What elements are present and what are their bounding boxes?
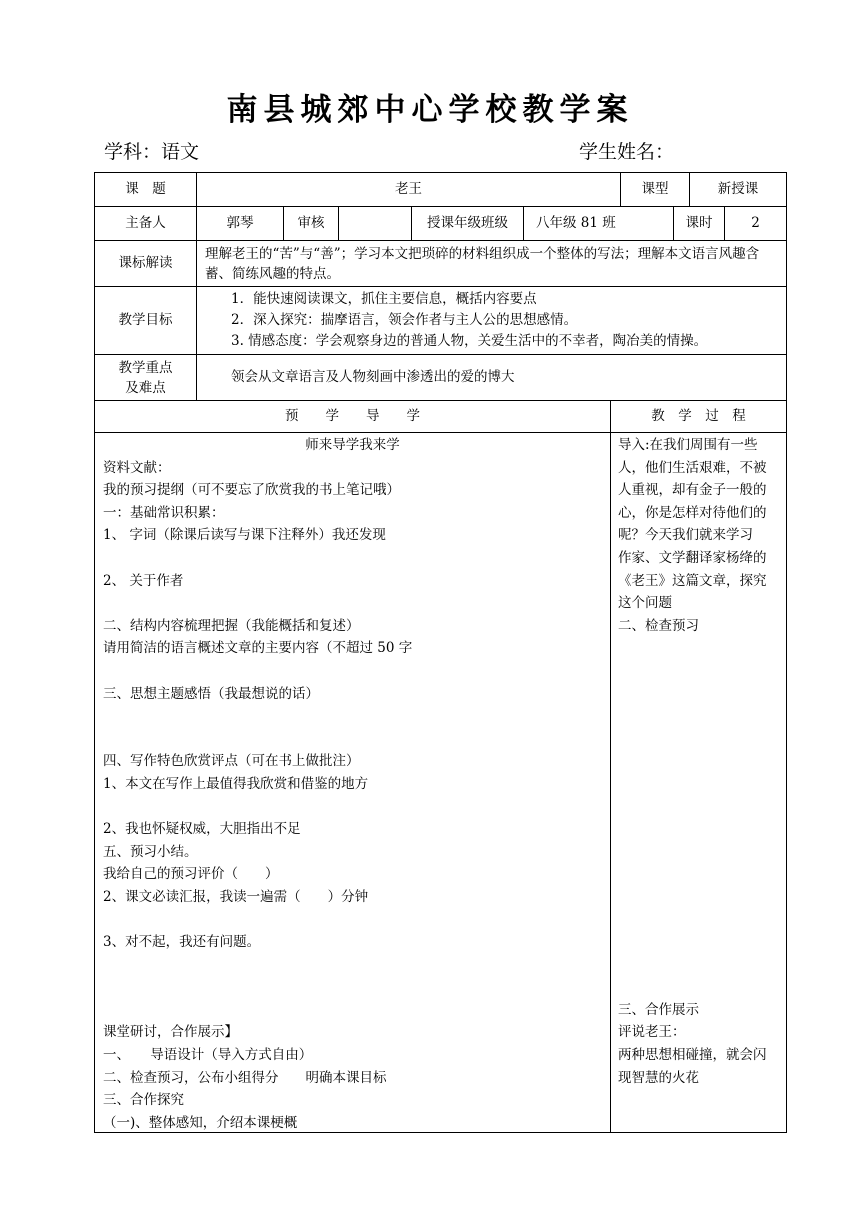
left-line bbox=[103, 705, 610, 728]
subject-label: 学科：语文 bbox=[104, 141, 200, 163]
right-line bbox=[618, 976, 786, 999]
student-name-label: 学生姓名： bbox=[579, 141, 675, 163]
right-line bbox=[618, 705, 786, 728]
class-label: 授课年级班级 bbox=[412, 207, 524, 241]
left-line bbox=[103, 976, 610, 999]
right-line: 两种思想相碰撞，就会闪 bbox=[618, 1047, 767, 1064]
right-line bbox=[618, 796, 786, 819]
standards-text: 理解老王的“苦”与“善”；学习本文把琐碎的材料组织成一个整体的写法；理解本文语言风趣含蓄、简练风趣的特点。 bbox=[197, 241, 787, 287]
review-label: 审核 bbox=[284, 207, 339, 241]
right-line: 现智慧的火花 bbox=[618, 1069, 699, 1086]
right-line: 人重视，却有金子一般的 bbox=[618, 482, 767, 499]
left-line bbox=[103, 547, 610, 570]
right-line bbox=[618, 818, 786, 841]
review-value bbox=[339, 207, 412, 241]
left-line: 1、本文在写作上最值得我欣赏和借鉴的地方 bbox=[103, 775, 369, 792]
column-header-process: 教 学 过 程 bbox=[611, 401, 787, 433]
page-title: 南县城郊中心学校教学案 bbox=[226, 92, 634, 128]
preview-guide-section bbox=[95, 433, 611, 1133]
right-line bbox=[618, 886, 786, 909]
left-line: 师来导学我来学 bbox=[305, 437, 400, 453]
topic-value: 老王 bbox=[197, 173, 621, 207]
keypoints-label-line: 教学重点 bbox=[118, 359, 173, 376]
lesson-type-value: 新授课 bbox=[690, 173, 787, 207]
left-line: 1、 字词（除课后读写与课下注释外）我还发现 bbox=[103, 527, 386, 544]
goals-label: 教学目标 bbox=[95, 287, 197, 355]
keypoints-label bbox=[95, 355, 197, 401]
lesson-type-label: 课型 bbox=[621, 173, 690, 207]
left-line bbox=[103, 908, 610, 931]
left-line: 四、写作特色欣赏评点（可在书上做批注） bbox=[103, 753, 360, 770]
left-line bbox=[103, 660, 610, 683]
standards-label: 课标解读 bbox=[95, 241, 197, 287]
hours-value: 2 bbox=[725, 207, 787, 241]
keypoints-text: 领会从文章语言及人物刻画中渗透出的爱的博大 bbox=[197, 355, 787, 401]
right-line: 《老王》这篇文章，探究 bbox=[618, 572, 767, 589]
teaching-process-section bbox=[611, 433, 787, 1133]
left-line: 我给自己的预习评价（ ） bbox=[103, 866, 279, 883]
right-line bbox=[618, 750, 786, 773]
left-line: 我的预习提纲（可不要忘了欣赏我的书上笔记哦） bbox=[103, 482, 400, 499]
right-line bbox=[618, 773, 786, 796]
right-line bbox=[618, 660, 786, 683]
left-line bbox=[103, 728, 610, 751]
left-line: 三、合作探究 bbox=[103, 1092, 184, 1109]
keypoints-label-line: 及难点 bbox=[125, 379, 166, 396]
preparer-label: 主备人 bbox=[95, 207, 197, 241]
left-line bbox=[103, 796, 610, 819]
left-line: 2、我也怀疑权威，大胆指出不足 bbox=[103, 821, 301, 838]
right-line: 三、合作展示 bbox=[618, 1001, 699, 1018]
goal-item: 1．能快速阅读课文，抓住主要信息，概括内容要点 bbox=[231, 291, 537, 307]
left-line bbox=[103, 999, 610, 1022]
hours-label: 课时 bbox=[674, 207, 725, 241]
column-header-preview: 预 学 导 学 bbox=[95, 401, 611, 433]
right-line: 呢？今天我们就来学习 bbox=[618, 527, 753, 544]
goal-item: 3. 情感态度：学会观察身边的普通人物，关爱生活中的不幸者，陶冶美的情操。 bbox=[231, 333, 708, 349]
left-line: 2、 关于作者 bbox=[103, 572, 184, 589]
left-line: 二、结构内容梳理把握（我能概括和复述） bbox=[103, 617, 360, 634]
left-line: 三、思想主题感悟（我最想说的话） bbox=[103, 685, 319, 702]
goals-list bbox=[197, 287, 787, 355]
right-line: 人，他们生活艰难，不被 bbox=[618, 459, 767, 476]
right-line: 心，你是怎样对待他们的 bbox=[618, 504, 767, 521]
right-line: 二、检查预习 bbox=[618, 617, 699, 634]
left-line: 2、课文必读汇报，我读一遍需（ ）分钟 bbox=[103, 888, 369, 905]
right-line: 评说老王： bbox=[618, 1024, 686, 1041]
left-line: 资料文献： bbox=[103, 459, 171, 476]
right-line bbox=[618, 908, 786, 931]
left-line bbox=[103, 954, 610, 977]
topic-label: 课 题 bbox=[95, 173, 197, 207]
right-line: 这个问题 bbox=[618, 595, 672, 612]
lesson-plan-table bbox=[94, 172, 787, 1133]
preparer-value: 郭琴 bbox=[197, 207, 284, 241]
right-line bbox=[618, 683, 786, 706]
left-line: 二、检查预习，公布小组得分 明确本课目标 bbox=[103, 1069, 387, 1086]
right-line: 作家、文学翻译家杨绛的 bbox=[618, 549, 767, 566]
left-line: 一：基础常识积累： bbox=[103, 504, 225, 521]
left-line: 请用简洁的语言概述文章的主要内容（不超过 50 字 bbox=[103, 640, 413, 657]
left-line bbox=[103, 592, 610, 615]
class-value: 八年级 81 班 bbox=[524, 207, 674, 241]
right-line bbox=[618, 728, 786, 751]
goal-item: 2．深入探究：揣摩语言，领会作者与主人公的思想感情。 bbox=[231, 312, 578, 328]
right-line bbox=[618, 954, 786, 977]
left-line: （一)、整体感知，介绍本课梗概 bbox=[103, 1114, 298, 1131]
right-line bbox=[618, 637, 786, 660]
left-line: 五、预习小结。 bbox=[103, 843, 198, 860]
left-line: 一、 导语设计（导入方式自由） bbox=[103, 1047, 313, 1064]
right-line: 导入:在我们周围有一些 bbox=[618, 437, 758, 453]
left-line: 课堂研讨，合作展示】 bbox=[103, 1024, 238, 1041]
right-line bbox=[618, 931, 786, 954]
left-line: 3、对不起，我还有问题。 bbox=[103, 934, 261, 951]
right-line bbox=[618, 863, 786, 886]
right-line bbox=[618, 841, 786, 864]
